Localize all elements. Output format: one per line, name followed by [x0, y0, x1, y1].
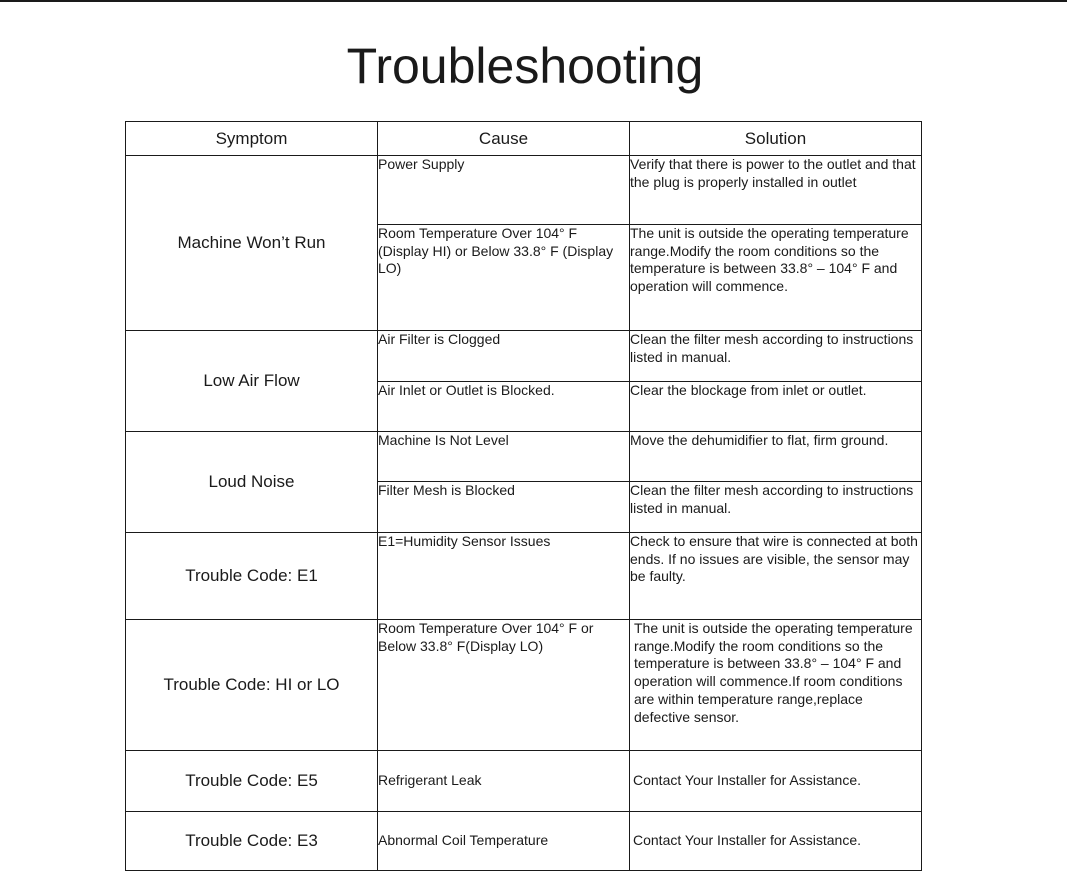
solution-cell: Contact Your Installer for Assistance. — [630, 751, 922, 812]
solution-cell: Clean the filter mesh according to instructions listed in manual. — [630, 331, 922, 382]
header-row — [126, 122, 922, 156]
solution-cell: Contact Your Installer for Assistance. — [630, 812, 922, 871]
solution-cell: Move the dehumidifier to flat, firm ground. — [630, 432, 922, 482]
cause-cell: Room Temperature Over 104° F (Display HI) or Below 33.8° F (Display LO) — [378, 225, 630, 331]
table-row — [126, 812, 922, 871]
cause-cell: Filter Mesh is Blocked — [378, 482, 630, 533]
symptom-cell: Loud Noise — [126, 432, 378, 533]
symptom-cell: Trouble Code: HI or LO — [126, 620, 378, 751]
symptom-cell: Trouble Code: E5 — [126, 751, 378, 812]
header-solution: Solution — [630, 122, 922, 156]
symptom-cell: Trouble Code: E3 — [126, 812, 378, 871]
cause-cell: Machine Is Not Level — [378, 432, 630, 482]
troubleshooting-table — [125, 121, 922, 871]
symptom-cell: Trouble Code: E1 — [126, 533, 378, 620]
header-cause: Cause — [378, 122, 630, 156]
solution-cell: Clear the blockage from inlet or outlet. — [630, 382, 922, 432]
symptom-cell: Low Air Flow — [126, 331, 378, 432]
cause-cell: Air Inlet or Outlet is Blocked. — [378, 382, 630, 432]
cause-cell: Room Temperature Over 104° F or Below 33.8° F(Display LO) — [378, 620, 630, 751]
table-row — [126, 432, 922, 482]
top-border-line — [0, 0, 1067, 2]
table-row — [126, 156, 922, 225]
solution-cell: Verify that there is power to the outlet and that the plug is properly installed in outlet — [630, 156, 922, 225]
cause-cell: Abnormal Coil Temperature — [378, 812, 630, 871]
header-symptom: Symptom — [126, 122, 378, 156]
solution-cell: The unit is outside the operating temperature range.Modify the room conditions so the temperature is between 33.8° – 104° F and operation will commence.If room conditions are within temperature range,replace defective sensor. — [630, 620, 922, 751]
table-row — [126, 751, 922, 812]
table-row — [126, 620, 922, 751]
cause-cell: Power Supply — [378, 156, 630, 225]
table-row — [126, 331, 922, 382]
cause-cell: E1=Humidity Sensor Issues — [378, 533, 630, 620]
page-title: Troubleshooting — [346, 38, 704, 94]
symptom-cell: Machine Won’t Run — [126, 156, 378, 331]
cause-cell: Air Filter is Clogged — [378, 331, 630, 382]
solution-cell: Check to ensure that wire is connected at both ends. If no issues are visible, the sensor may be faulty. — [630, 533, 922, 620]
cause-cell: Refrigerant Leak — [378, 751, 630, 812]
solution-cell: The unit is outside the operating temperature range.Modify the room conditions so the temperature is between 33.8° – 104° F and operation will commence. — [630, 225, 922, 331]
table-row — [126, 533, 922, 620]
solution-cell: Clean the filter mesh according to instructions listed in manual. — [630, 482, 922, 533]
